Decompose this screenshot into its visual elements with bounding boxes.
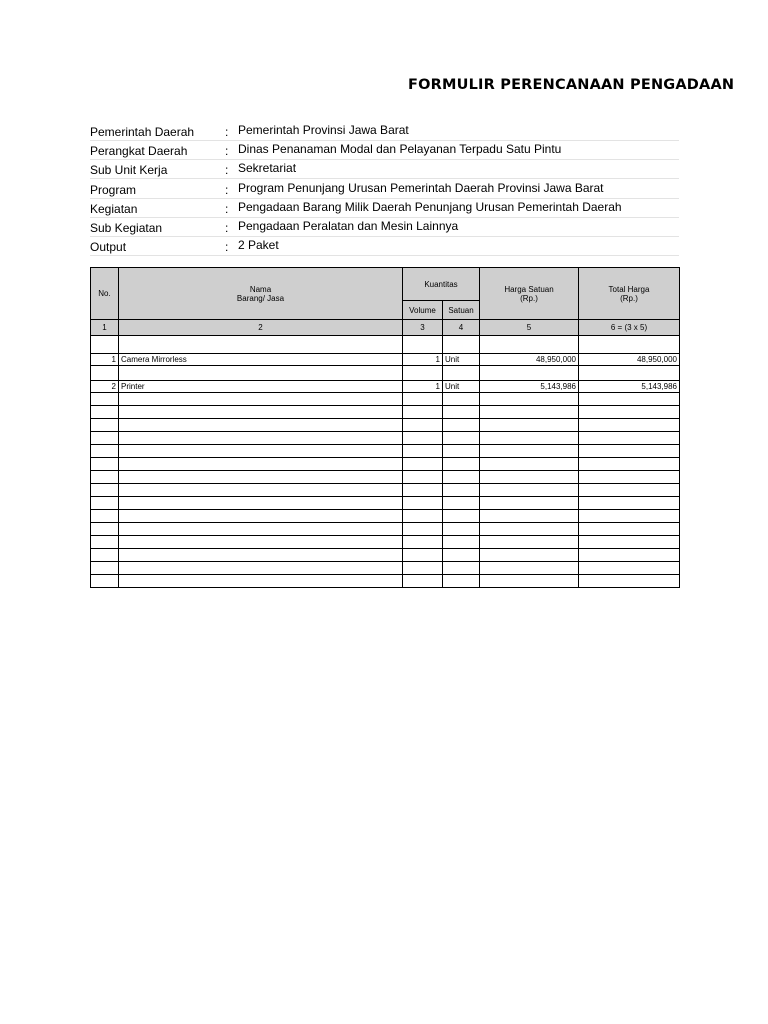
info-value: 2 Paket	[238, 238, 279, 253]
info-value: Pengadaan Barang Milik Daerah Penunjang Urusan Pemerintah Daerah	[238, 199, 622, 214]
row-total-harga	[579, 393, 680, 406]
header-total-line1: Total Harga	[608, 284, 650, 294]
row-nama	[119, 575, 403, 588]
row-total-harga	[579, 432, 680, 445]
row-nama	[119, 419, 403, 432]
row-volume	[403, 575, 443, 588]
header-kuantitas: Kuantitas	[403, 268, 480, 301]
row-no	[91, 445, 119, 458]
row-satuan	[443, 536, 480, 549]
header-no: No.	[91, 268, 119, 320]
info-row-sub-kegiatan	[90, 219, 679, 237]
row-no	[91, 406, 119, 419]
row-no	[91, 393, 119, 406]
row-volume	[403, 432, 443, 445]
info-row-pemerintah-daerah	[90, 123, 679, 141]
info-value: Program Penunjang Urusan Pemerintah Daerah Provinsi Jawa Barat	[238, 180, 604, 195]
row-no	[91, 336, 119, 354]
row-satuan: Unit	[443, 354, 480, 366]
header-satuan: Satuan	[443, 301, 480, 320]
row-volume	[403, 419, 443, 432]
info-section	[90, 123, 679, 257]
row-satuan: Unit	[443, 381, 480, 393]
info-colon: :	[225, 201, 229, 216]
row-total-harga	[579, 549, 680, 562]
page-title: FORMULIR PERENCANAAN PENGADAAN	[408, 77, 735, 93]
info-colon: :	[225, 144, 229, 159]
row-total-harga	[579, 536, 680, 549]
row-no	[91, 458, 119, 471]
table-row	[91, 458, 680, 471]
table-row	[91, 393, 680, 406]
header-volume: Volume	[403, 301, 443, 320]
table-row	[91, 562, 680, 575]
table-row	[91, 510, 680, 523]
row-harga-satuan	[480, 510, 579, 523]
info-value: Sekretariat	[238, 161, 297, 176]
info-label: Sub Kegiatan	[90, 220, 163, 235]
row-satuan	[443, 471, 480, 484]
info-label: Program	[90, 182, 137, 197]
table-row	[91, 445, 680, 458]
table-row	[91, 354, 680, 366]
row-total-harga	[579, 445, 680, 458]
row-satuan	[443, 366, 480, 381]
row-harga-satuan	[480, 432, 579, 445]
row-volume	[403, 523, 443, 536]
row-volume	[403, 336, 443, 354]
row-total-harga: 5,143,986	[579, 381, 680, 393]
table-row	[91, 366, 680, 381]
row-total-harga	[579, 406, 680, 419]
row-volume	[403, 471, 443, 484]
row-satuan	[443, 432, 480, 445]
header-nama	[119, 268, 403, 320]
row-total-harga: 48,950,000	[579, 354, 680, 366]
row-harga-satuan: 5,143,986	[480, 381, 579, 393]
header-harga-line2: (Rp.)	[520, 293, 538, 303]
title-clip	[380, 77, 735, 101]
table-row	[91, 536, 680, 549]
info-row-program	[90, 181, 679, 199]
row-no: 2	[91, 381, 119, 393]
row-satuan	[443, 497, 480, 510]
row-volume	[403, 458, 443, 471]
header-total-line2: (Rp.)	[620, 293, 638, 303]
row-no	[91, 523, 119, 536]
header-total-harga	[579, 268, 680, 320]
info-colon: :	[225, 163, 229, 178]
info-colon: :	[225, 182, 229, 197]
row-volume	[403, 562, 443, 575]
column-number: 3	[403, 320, 443, 336]
info-value: Pengadaan Peralatan dan Mesin Lainnya	[238, 218, 459, 233]
row-nama	[119, 549, 403, 562]
row-harga-satuan: 48,950,000	[480, 354, 579, 366]
row-total-harga	[579, 336, 680, 354]
row-volume	[403, 406, 443, 419]
row-nama	[119, 406, 403, 419]
row-nama	[119, 432, 403, 445]
row-total-harga	[579, 419, 680, 432]
row-nama	[119, 366, 403, 381]
row-satuan	[443, 549, 480, 562]
row-satuan	[443, 393, 480, 406]
table-row	[91, 523, 680, 536]
row-total-harga	[579, 497, 680, 510]
row-no	[91, 549, 119, 562]
row-nama	[119, 497, 403, 510]
row-nama	[119, 562, 403, 575]
table-row	[91, 419, 680, 432]
info-label: Perangkat Daerah	[90, 144, 188, 159]
row-no	[91, 432, 119, 445]
column-number-row	[91, 320, 680, 336]
row-nama	[119, 336, 403, 354]
info-value: Dinas Penanaman Modal dan Pelayanan Terpadu Satu Pintu	[238, 142, 562, 157]
row-no	[91, 536, 119, 549]
row-total-harga	[579, 471, 680, 484]
row-volume	[403, 549, 443, 562]
row-volume	[403, 536, 443, 549]
row-nama: Printer	[119, 381, 403, 393]
row-satuan	[443, 575, 480, 588]
row-no	[91, 366, 119, 381]
row-volume: 1	[403, 381, 443, 393]
row-satuan	[443, 458, 480, 471]
column-number: 6 = (3 x 5)	[579, 320, 680, 336]
row-harga-satuan	[480, 406, 579, 419]
row-volume	[403, 445, 443, 458]
column-number: 5	[480, 320, 579, 336]
info-row-sub-unit-kerja	[90, 161, 679, 179]
row-total-harga	[579, 575, 680, 588]
row-harga-satuan	[480, 419, 579, 432]
row-total-harga	[579, 562, 680, 575]
row-nama	[119, 536, 403, 549]
row-total-harga	[579, 366, 680, 381]
row-harga-satuan	[480, 523, 579, 536]
info-label: Kegiatan	[90, 201, 138, 216]
row-harga-satuan	[480, 393, 579, 406]
row-no	[91, 419, 119, 432]
info-value: Pemerintah Provinsi Jawa Barat	[238, 123, 409, 137]
row-harga-satuan	[480, 497, 579, 510]
row-satuan	[443, 406, 480, 419]
row-no	[91, 510, 119, 523]
row-nama	[119, 523, 403, 536]
row-total-harga	[579, 523, 680, 536]
info-colon: :	[225, 220, 229, 235]
info-label: Pemerintah Daerah	[90, 125, 195, 139]
row-no	[91, 471, 119, 484]
row-volume	[403, 497, 443, 510]
row-volume: 1	[403, 354, 443, 366]
table-row	[91, 381, 680, 393]
row-harga-satuan	[480, 536, 579, 549]
row-no	[91, 562, 119, 575]
row-harga-satuan	[480, 336, 579, 354]
row-total-harga	[579, 510, 680, 523]
row-volume	[403, 510, 443, 523]
header-nama-line1: Nama	[249, 284, 272, 294]
table-row	[91, 432, 680, 445]
row-harga-satuan	[480, 484, 579, 497]
header-harga-line1: Harga Satuan	[504, 284, 554, 294]
item-rows	[91, 336, 680, 588]
row-satuan	[443, 510, 480, 523]
row-harga-satuan	[480, 549, 579, 562]
row-nama	[119, 458, 403, 471]
row-no	[91, 575, 119, 588]
row-total-harga	[579, 484, 680, 497]
info-colon: :	[225, 240, 229, 255]
row-harga-satuan	[480, 471, 579, 484]
info-row-perangkat-daerah	[90, 142, 679, 160]
row-total-harga	[579, 458, 680, 471]
header-nama-line2: Barang/ Jasa	[236, 293, 285, 303]
row-nama	[119, 484, 403, 497]
info-row-kegiatan	[90, 200, 679, 218]
row-volume	[403, 366, 443, 381]
row-nama: Camera Mirrorless	[119, 354, 403, 366]
row-nama	[119, 510, 403, 523]
row-no: 1	[91, 354, 119, 366]
row-no	[91, 497, 119, 510]
info-colon: :	[225, 125, 229, 139]
header-harga-satuan	[480, 268, 579, 320]
column-number: 1	[91, 320, 119, 336]
table-header-row	[91, 268, 680, 301]
table-row	[91, 575, 680, 588]
table-row	[91, 484, 680, 497]
info-label: Sub Unit Kerja	[90, 163, 168, 178]
row-harga-satuan	[480, 458, 579, 471]
items-table	[90, 267, 680, 588]
column-number: 4	[443, 320, 480, 336]
row-harga-satuan	[480, 575, 579, 588]
row-harga-satuan	[480, 366, 579, 381]
row-satuan	[443, 562, 480, 575]
row-volume	[403, 393, 443, 406]
row-satuan	[443, 484, 480, 497]
row-satuan	[443, 445, 480, 458]
table-row	[91, 497, 680, 510]
row-no	[91, 484, 119, 497]
row-harga-satuan	[480, 562, 579, 575]
row-volume	[403, 484, 443, 497]
row-nama	[119, 471, 403, 484]
table-row	[91, 549, 680, 562]
row-harga-satuan	[480, 445, 579, 458]
table-row	[91, 406, 680, 419]
row-satuan	[443, 523, 480, 536]
table-row	[91, 471, 680, 484]
row-satuan	[443, 419, 480, 432]
info-row-output	[90, 238, 679, 256]
column-number: 2	[119, 320, 403, 336]
row-satuan	[443, 336, 480, 354]
row-nama	[119, 393, 403, 406]
table-row	[91, 336, 680, 354]
info-label: Output	[90, 240, 127, 255]
row-nama	[119, 445, 403, 458]
